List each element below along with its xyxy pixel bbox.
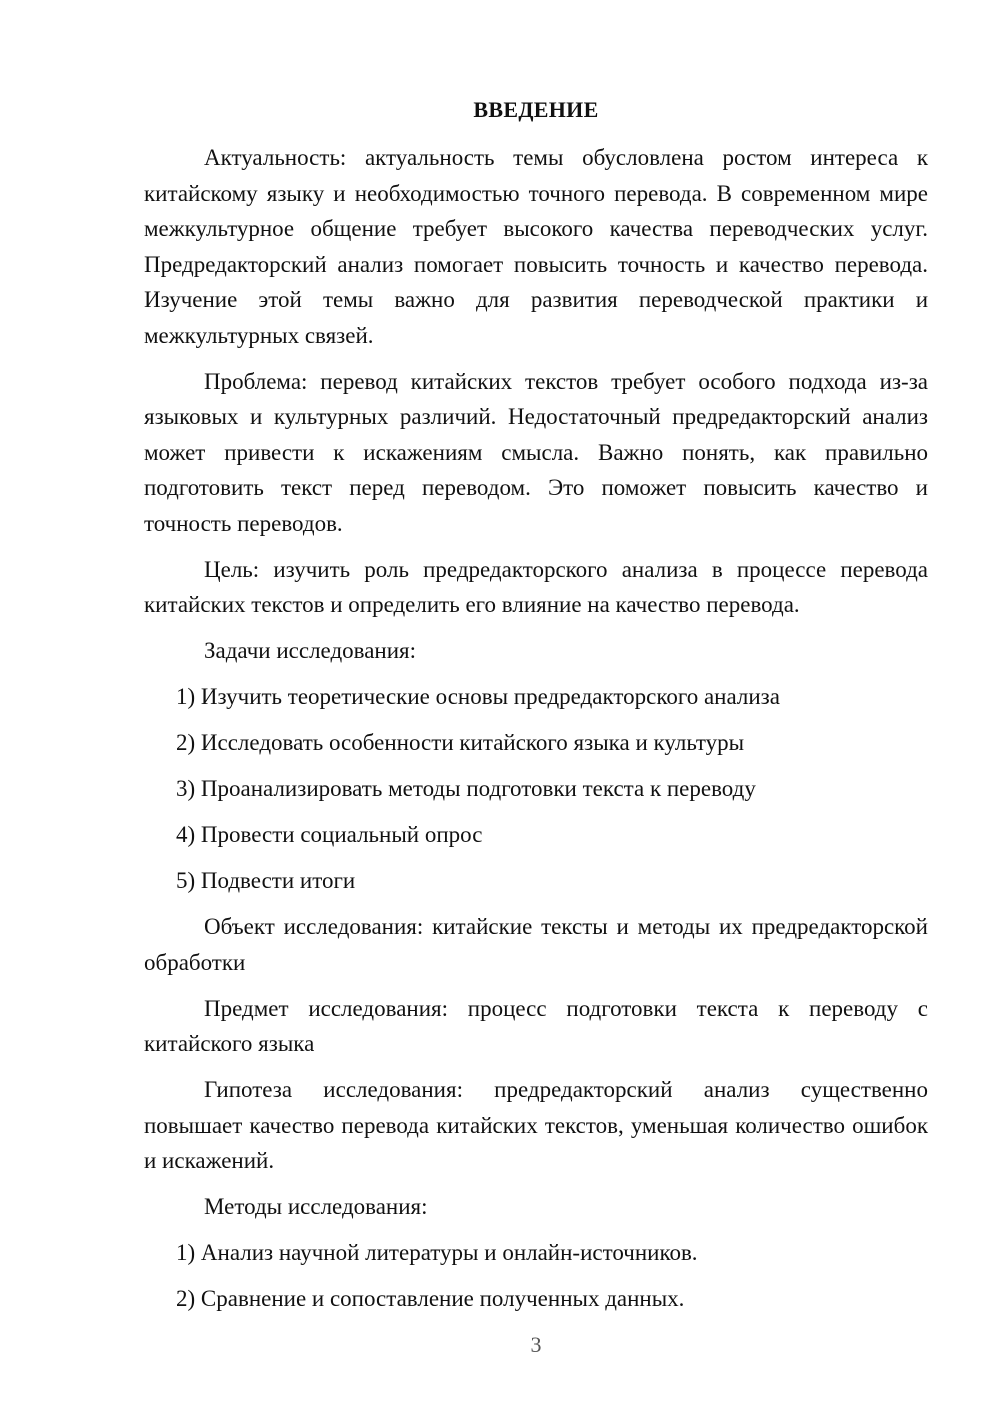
task-item: 3) Проанализировать методы подготовки текста к переводу	[176, 776, 756, 801]
methods-heading: Методы исследования:	[204, 1194, 428, 1219]
method-item: 1) Анализ научной литературы и онлайн-источников.	[176, 1240, 698, 1265]
task-item: 4) Провести социальный опрос	[176, 822, 483, 847]
task-item: 2) Исследовать особенности китайского языка и культуры	[176, 730, 745, 755]
section-title: ВВЕДЕНИЕ	[473, 97, 599, 122]
subject-paragraph: Предмет исследования: процесс подготовки текста к переводу с китайского языка	[144, 995, 928, 1056]
problem-paragraph: Проблема: перевод китайских текстов требует особого подхода из-за языковых и культурных различий. Недостаточный предредакторский анализ может привести к искажениям смысла. Важно понять, как правильно подготовить текст перед переводом. Это поможет повысить качество и точность переводов.	[144, 368, 928, 536]
page-number: 3	[530, 1332, 542, 1357]
task-item: 5) Подвести итоги	[176, 868, 356, 893]
method-item: 2) Сравнение и сопоставление полученных данных.	[176, 1286, 685, 1311]
task-item: 1) Изучить теоретические основы предредакторского анализа	[176, 684, 780, 709]
goal-paragraph: Цель: изучить роль предредакторского анализа в процессе перевода китайских текстов и определить его влияние на качество перевода.	[144, 556, 928, 617]
tasks-heading: Задачи исследования:	[204, 638, 417, 663]
page-content	[144, 94, 928, 1327]
relevance-paragraph: Актуальность: актуальность темы обусловлена ростом интереса к китайскому языку и необходимостью точного перевода. В современном мире межкультурное общение требует высокого качества переводческих услуг. Предредакторский анализ помогает повысить точность и качество перевода. Изучение этой темы важно для развития переводческой практики и межкультурных связей.	[144, 145, 928, 348]
object-paragraph: Объект исследования: китайские тексты и методы их предредакторской обработки	[144, 914, 928, 975]
hypothesis-paragraph: Гипотеза исследования: предредакторский анализ существенно повышает качество перевода китайских текстов, уменьшая количество ошибок и искажений.	[144, 1077, 928, 1173]
